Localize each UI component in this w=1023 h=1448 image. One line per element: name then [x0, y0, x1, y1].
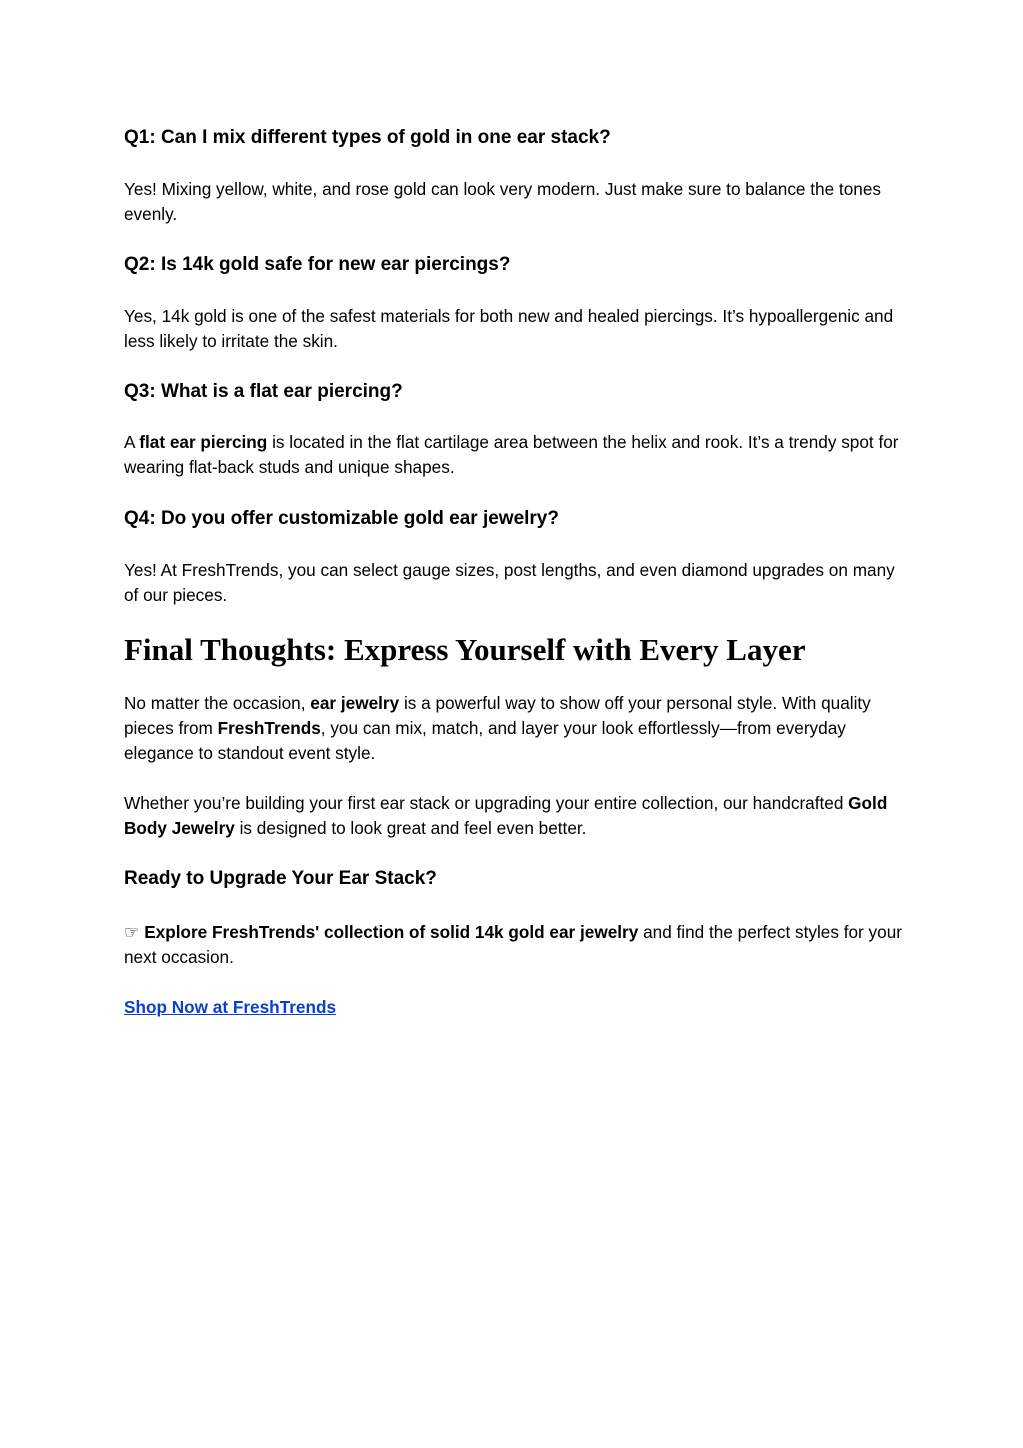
faq-question-2: Q2: Is 14k gold safe for new ear piercings? — [124, 254, 511, 275]
pointing-hand-icon: ☞ — [124, 922, 140, 942]
freshtrends-brand-term: FreshTrends — [217, 718, 321, 738]
gold-body-jewelry-term: Gold Body Jewelry — [124, 793, 888, 838]
final-p1-part-e: , you can mix, match, and layer your look effortlessly—from everyday elegance to standout event style. — [124, 718, 846, 763]
final-p1-part-c: is a powerful way to show off your personal style. With quality pieces from — [124, 693, 871, 738]
shop-now-link[interactable]: Shop Now at FreshTrends — [124, 997, 337, 1017]
cta-bold-text: Explore FreshTrends' collection of solid 14k gold ear jewelry — [144, 922, 639, 942]
faq-answer-3 — [124, 430, 904, 480]
flat-ear-piercing-term: flat ear piercing — [139, 432, 268, 452]
final-p2-part-c: is designed to look great and feel even better. — [234, 818, 587, 838]
final-paragraph-2 — [124, 791, 904, 841]
faq-answer-2: Yes, 14k gold is one of the safest materials for both new and healed piercings. It’s hypoallergenic and less likely to irritate the skin. — [124, 306, 894, 351]
faq-answer-4: Yes! At FreshTrends, you can select gauge sizes, post lengths, and even diamond upgrades on many of our pieces. — [124, 560, 895, 605]
faq-question-4: Q4: Do you offer customizable gold ear jewelry? — [124, 508, 559, 529]
cta-heading: Ready to Upgrade Your Ear Stack? — [124, 868, 437, 889]
faq-question-3: Q3: What is a flat ear piercing? — [124, 381, 403, 402]
faq-question-1: Q1: Can I mix different types of gold in one ear stack? — [124, 127, 611, 148]
faq-answer-3-suffix: is located in the flat cartilage area between the helix and rook. It’s a trendy spot for wearing flat-back studs and unique shapes. — [124, 432, 899, 477]
final-p2-part-a: Whether you’re building your first ear stack or upgrading your entire collection, our handcrafted — [124, 793, 849, 813]
ear-jewelry-term: ear jewelry — [310, 693, 400, 713]
faq-answer-3-prefix: A — [124, 432, 140, 452]
final-thoughts-heading: Final Thoughts: Express Yourself with Every Layer — [124, 632, 806, 667]
faq-answer-1: Yes! Mixing yellow, white, and rose gold can look very modern. Just make sure to balance the tones evenly. — [124, 179, 881, 224]
cta-rest-text: and find the perfect styles for your next occasion. — [124, 922, 902, 967]
final-paragraph-1 — [124, 691, 904, 766]
cta-paragraph — [124, 920, 904, 970]
final-p1-part-a: No matter the occasion, — [124, 693, 311, 713]
